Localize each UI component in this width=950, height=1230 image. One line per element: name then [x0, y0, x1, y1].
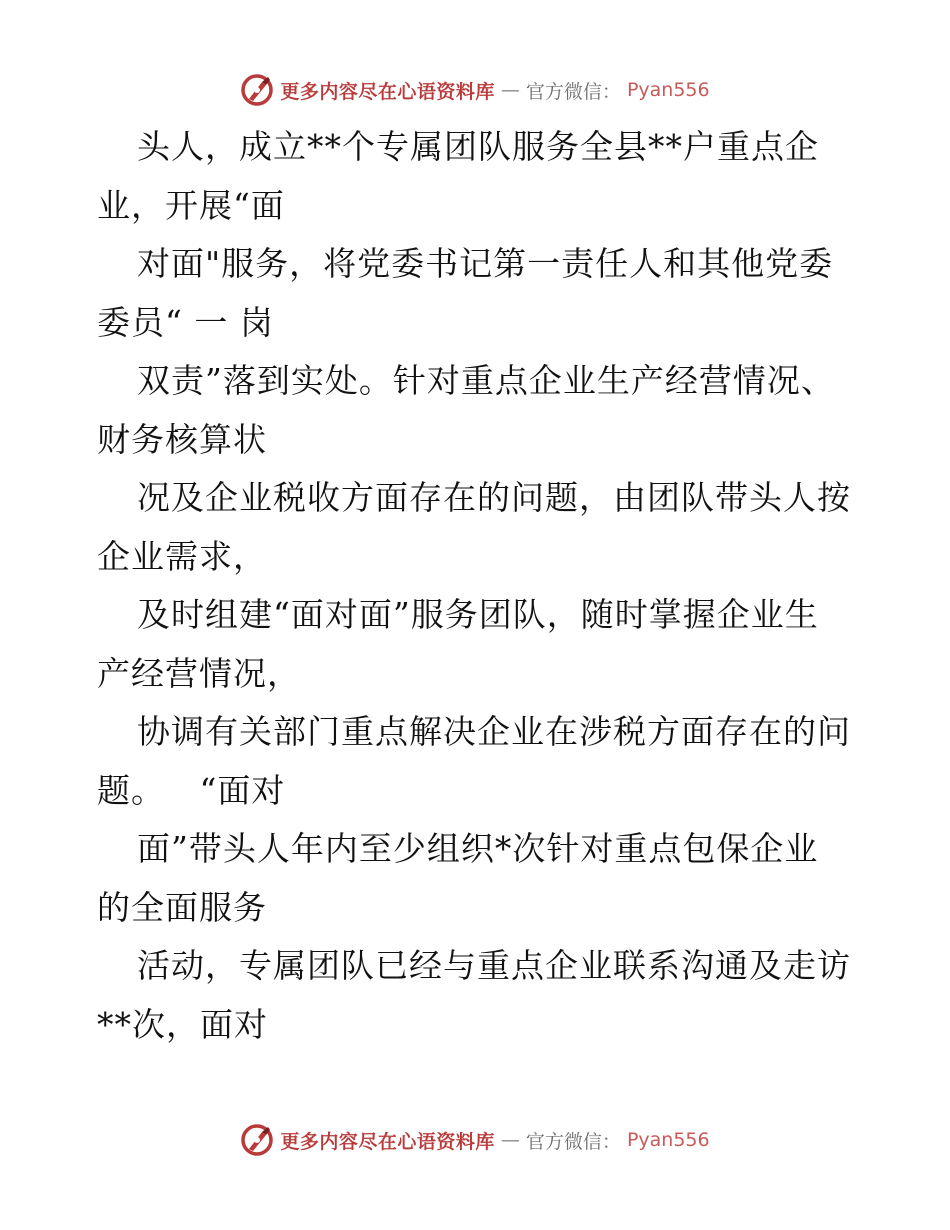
quill-circle-icon: [240, 73, 274, 107]
text-line: 况及企业税收方面存在的问题，由团队带头人按: [137, 478, 851, 517]
footer-banner: [0, 1120, 950, 1160]
footer-wechat-label: 官方微信：: [525, 1130, 621, 1153]
text-line: **次，面对: [97, 1004, 268, 1044]
footer-dash: —: [500, 1129, 520, 1151]
document-body: [97, 118, 857, 1054]
text-line: 协调有关部门重点解决企业在涉税方面存在的问: [137, 712, 851, 751]
header-dash: —: [500, 79, 520, 101]
header-banner: [0, 70, 950, 110]
text-line: 的全面服务: [97, 887, 267, 927]
text-line: 产经营情况，: [97, 653, 301, 693]
footer-wechat-id: Pyan556: [626, 1129, 710, 1151]
footer-brand: 更多内容尽在心语资料库: [280, 1130, 495, 1153]
text-line: 企业需求，: [97, 536, 267, 576]
text-line: 委员“ 一 岗: [97, 302, 274, 342]
text-line: 及时组建“面对面”服务团队，随时掌握企业生: [137, 595, 819, 634]
text-line: 双责”落到实处。针对重点企业生产经营情况、: [137, 361, 835, 400]
header-wechat-label: 官方微信：: [525, 80, 621, 103]
text-line: 头人，成立**个专属团队服务全县**户重点企: [137, 127, 819, 166]
header-brand: 更多内容尽在心语资料库: [280, 80, 495, 103]
header-wechat-id: Pyan556: [626, 79, 710, 101]
text-line: 面”带头人年内至少组织*次针对重点包保企业: [137, 829, 819, 868]
text-line: 对面"服务，将党委书记第一责任人和其他党委: [137, 244, 834, 283]
text-line: 题。 “面对: [97, 770, 286, 810]
text-line: 活动，专属团队已经与重点企业联系沟通及走访: [137, 946, 851, 985]
text-line: 财务核算状: [97, 419, 267, 459]
text-line: 业，开展“面: [97, 185, 285, 225]
quill-circle-icon: [240, 1123, 274, 1157]
